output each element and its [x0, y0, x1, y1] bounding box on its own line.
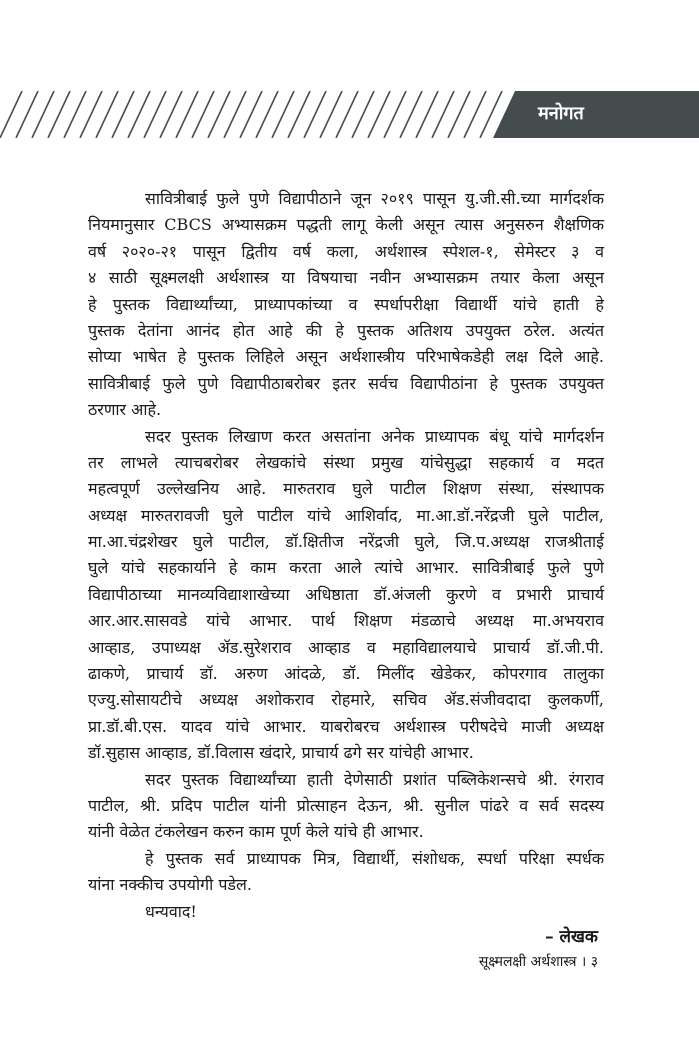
paragraph [88, 424, 604, 767]
text-line: पुस्तक देतांना आनंद होत आहे की हे पुस्तक अतिशय उपयुक्त ठरेल. अत्यंत [88, 320, 604, 340]
text-line: यांना नक्कीच उपयोगी पडेल. [88, 875, 252, 895]
page-header [0, 91, 699, 138]
text-line: प्रा.डॉ.बी.एस. यादव यांचे आभार. याबरोबरच अर्थशास्त्र परीषदेचे माजी अध्यक्ष [88, 716, 604, 736]
text-line: विद्यापीठाच्या मानव्यविद्याशाखेच्या अधिष्ठाता डॉ.अंजली कुरणे व प्रभारी प्राचार्य [88, 584, 604, 604]
text-line: घुले यांचे सहकार्याने हे काम करता आले त्यांचे आभार. सावित्रीबाई फुले पुणे [88, 558, 604, 578]
paragraph [88, 186, 604, 424]
diagonal-stripes-decoration [0, 91, 520, 138]
paragraph [88, 899, 604, 925]
text-line: यांनी वेळेत टंकलेखन करुन काम पूर्ण केले यांचे ही आभार. [88, 822, 424, 842]
text-line: हे पुस्तक विद्यार्थ्यांच्या, प्राध्यापकांच्या व स्पर्धापरीक्षा विद्यार्थी यांचे हाती हे [88, 294, 604, 314]
section-title: मनोगत [538, 103, 584, 124]
text-line: पाटील, श्री. प्रदिप पाटील यांनी प्रोत्साहन देऊन, श्री. सुनील पांढरे व सर्व सदस्य [88, 795, 604, 815]
text-line: महत्वपूर्ण उल्लेखनिय आहे. मारुतराव घुले पाटील शिक्षण संस्था, संस्थापक [88, 479, 604, 499]
paragraph [88, 846, 604, 899]
text-line: डॉ.सुहास आव्हाड, डॉ.विलास खंदारे, प्राचार्य ढगे सर यांचेही आभार. [88, 743, 474, 763]
text-line: ठरणार आहे. [88, 400, 162, 420]
text-line: सदर पुस्तक लिखाण करत असतांना अनेक प्राध्यापक बंधू यांचे मार्गदर्शन [145, 426, 604, 446]
text-line: धन्यवाद! [145, 901, 197, 921]
section-tab [493, 91, 699, 138]
text-line: सावित्रीबाई फुले पुणे विद्यापीठाबरोबर इतर सर्वच विद्यापीठांना हे पुस्तक उपयुक्त [88, 373, 604, 393]
text-line: आर.आर.सासवडे यांचे आभार. पार्थ शिक्षण मंडळाचे अध्यक्ष मा.अभयराव [88, 611, 604, 631]
paragraph [88, 767, 604, 846]
document-body [88, 186, 604, 925]
text-line: सोप्या भाषेत हे पुस्तक लिहिले असून अर्थशास्त्रीय परिभाषेकडेही लक्ष दिले आहे. [88, 347, 604, 367]
page-footer: सूक्ष्मलक्षी अर्थशास्त्र । ३ [478, 954, 598, 970]
text-line: हे पुस्तक सर्व प्राध्यापक मित्र, विद्यार्थी, संशोधक, स्पर्धा परिक्षा स्पर्धक [145, 848, 604, 868]
text-line: आव्हाड, उपाध्यक्ष ॲड.सुरेशराव आव्हाड व महाविद्यालयाचे प्राचार्य डॉ.जी.पी. [88, 637, 604, 657]
text-line: अध्यक्ष मारुतरावजी घुले पाटील यांचे आशिर्वाद, मा.आ.डॉ.नरेंद्रजी घुले पाटील, [88, 505, 604, 525]
text-line: ढाकणे, प्राचार्य डॉ. अरुण आंदळे, डॉ. मिलींद खेडेकर, कोपरगाव तालुका [88, 664, 604, 684]
text-line: सदर पुस्तक विद्यार्थ्यांच्या हाती देणेसाठी प्रशांत पब्लिकेशन्सचे श्री. रंगराव [145, 769, 604, 789]
author-signature: – लेखक [545, 927, 598, 947]
text-line: मा.आ.चंद्रशेखर घुले पाटील, डॉ.क्षितीज नरेंद्रजी घुले, जि.प.अध्यक्ष राजश्रीताई [88, 532, 604, 552]
text-line: वर्ष २०२०-२१ पासून द्वितीय वर्ष कला, अर्थशास्त्र स्पेशल-१, सेमेस्टर ३ व [88, 241, 604, 261]
text-line: नियमानुसार CBCS अभ्यासक्रम पद्धती लागू केली असून त्यास अनुसरुन शैक्षणिक [88, 215, 604, 235]
text-line: ४ साठी सूक्ष्मलक्षी अर्थशास्त्र या विषयाचा नवीन अभ्यासक्रम तयार केला असून [88, 268, 604, 288]
text-line: सावित्रीबाई फुले पुणे विद्यापीठाने जून २०१९ पासून यु.जी.सी.च्या मार्गदर्शक [145, 189, 604, 208]
text-line: एज्यु.सोसायटीचे अध्यक्ष अशोकराव रोहमारे, सचिव ॲड.संजीवदादा कुलकर्णी, [88, 690, 604, 710]
text-line: तर लाभले त्याचबरोबर लेखकांचे संस्था प्रमुख यांचेसुद्धा सहकार्य व मदत [88, 452, 604, 472]
